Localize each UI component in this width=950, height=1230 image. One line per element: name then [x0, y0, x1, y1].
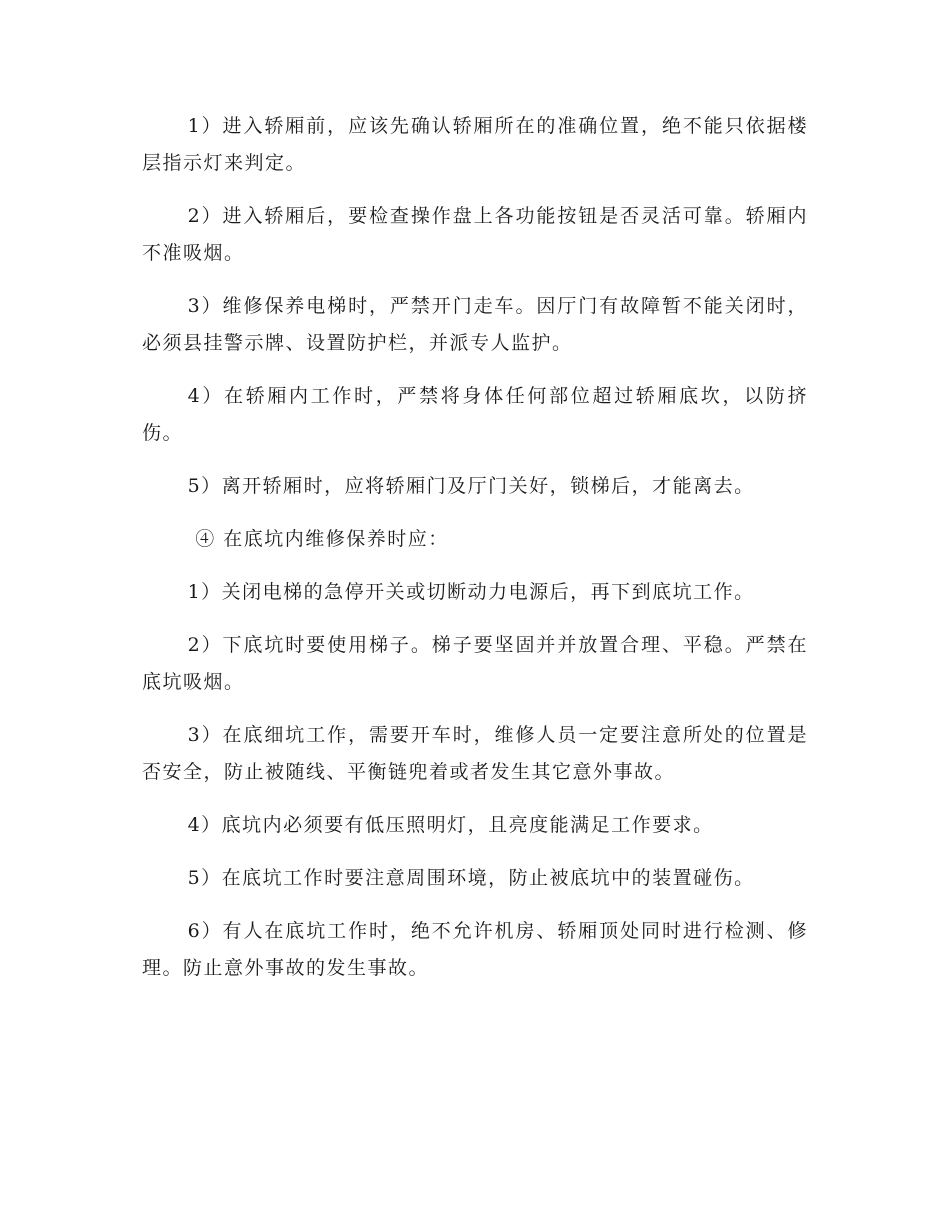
paragraph: 2）下底坑时要使用梯子。梯子要坚固并并放置合理、平稳。严禁在底坑吸烟。 [142, 634, 808, 693]
paragraph: 4）在轿厢内工作时，严禁将身体任何部位超过轿厢底坎，以防挤伤。 [142, 385, 808, 444]
paragraph: 5）离开轿厢时，应将轿厢门及厅门关好，锁梯后，才能离去。 [187, 475, 755, 497]
paragraph: 3）维修保养电梯时，严禁开门走车。因厅门有故障暂不能关闭时，必须县挂警示牌、设置防护栏，并派专人监护。 [142, 295, 808, 354]
document-body [142, 108, 808, 1003]
paragraph: 1）关闭电梯的急停开关或切断动力电源后，再下到底坑工作。 [187, 581, 755, 603]
paragraph: 6）有人在底坑工作时，绝不允许机房、轿厢顶处同时进行检测、修理。防止意外事故的发生事故。 [142, 920, 808, 979]
paragraph: 4）底坑内必须要有低压照明灯，且亮度能满足工作要求。 [187, 814, 714, 836]
section-heading: ④ 在底坑内维修保养时应： [195, 528, 449, 550]
paragraph: 3）在底细坑工作，需要开车时，维修人员一定要注意所处的位置是否安全，防止被随线、平衡链兜着或者发生其它意外事故。 [142, 724, 808, 783]
paragraph: 1）进入轿厢前，应该先确认轿厢所在的准确位置，绝不能只依据楼层指示灯来判定。 [142, 115, 808, 174]
paragraph: 5）在底坑工作时要注意周围环境，防止被底坑中的装置碰伤。 [187, 867, 755, 889]
paragraph: 2）进入轿厢后，要检查操作盘上各功能按钮是否灵活可靠。轿厢内不准吸烟。 [142, 205, 808, 264]
